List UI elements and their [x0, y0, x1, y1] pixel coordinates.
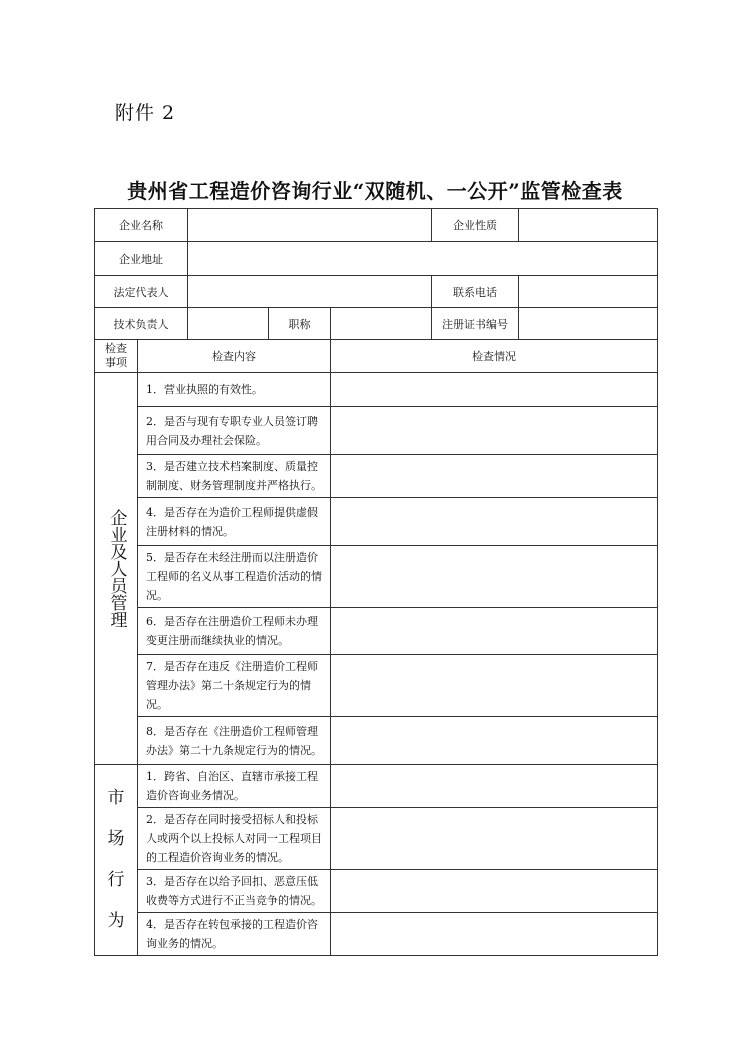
section-1-label [95, 373, 138, 765]
table-row [95, 655, 658, 717]
title-field[interactable] [331, 308, 432, 340]
table-row [95, 913, 658, 956]
check-status-field[interactable] [331, 608, 658, 655]
info-row-tech-lead [95, 308, 658, 340]
section-2-char: 场 [107, 829, 125, 849]
section-2-label [95, 765, 138, 956]
check-item: 7．是否存在违反《注册造价工程师管理办法》第二十条规定行为的情况。 [138, 655, 331, 717]
header-item-line1: 检查 [105, 342, 127, 355]
company-address-label: 企业地址 [95, 242, 188, 276]
legal-rep-field[interactable] [188, 276, 432, 308]
contact-phone-field[interactable] [519, 276, 658, 308]
tech-lead-label: 技术负责人 [95, 308, 188, 340]
section-2-char: 市 [107, 788, 125, 808]
check-status-field[interactable] [331, 655, 658, 717]
company-name-label: 企业名称 [95, 209, 188, 242]
table-row [95, 808, 658, 870]
cert-no-field[interactable] [519, 308, 658, 340]
check-status-field[interactable] [331, 913, 658, 956]
contact-phone-label: 联系电话 [432, 276, 519, 308]
table-row [95, 765, 658, 808]
check-item: 3．是否存在以给予回扣、恶意压低收费等方式进行不正当竞争的情况。 [138, 870, 331, 913]
table-row [95, 455, 658, 498]
check-status-field[interactable] [331, 407, 658, 455]
check-item: 8．是否存在《注册造价工程师管理办法》第二十九条规定行为的情况。 [138, 717, 331, 765]
section-2-char: 为 [107, 911, 125, 931]
header-item-label [95, 340, 138, 373]
company-nature-label: 企业性质 [432, 209, 519, 242]
table-row [95, 407, 658, 455]
table-row [95, 870, 658, 913]
page-title: 贵州省工程造价咨询行业“双随机、一公开”监管检查表 [127, 179, 623, 203]
table-row [95, 608, 658, 655]
cert-no-label: 注册证书编号 [432, 308, 519, 340]
check-status-field[interactable] [331, 498, 658, 546]
check-item: 4．是否存在为造价工程师提供虚假注册材料的情况。 [138, 498, 331, 546]
info-row-company-address [95, 242, 658, 276]
section-2-char: 行 [107, 870, 125, 890]
header-content-label: 检查内容 [138, 340, 331, 373]
check-item: 5．是否存在未经注册而以注册造价工程师的名义从事工程造价活动的情况。 [138, 546, 331, 608]
check-status-field[interactable] [331, 870, 658, 913]
company-address-field[interactable] [188, 242, 658, 276]
check-item: 2．是否与现有专职专业人员签订聘用合同及办理社会保险。 [138, 407, 331, 455]
tech-lead-field[interactable] [188, 308, 269, 340]
table-row [95, 498, 658, 546]
table-row [95, 717, 658, 765]
check-item: 3．是否建立技术档案制度、质量控制制度、财务管理制度并严格执行。 [138, 455, 331, 498]
table-row [95, 546, 658, 608]
check-status-field[interactable] [331, 765, 658, 808]
header-status-label: 检查情况 [331, 340, 658, 373]
attachment-label: 附件 2 [115, 102, 176, 124]
header-row [95, 340, 658, 373]
title-label: 职称 [269, 308, 331, 340]
company-name-field[interactable] [188, 209, 432, 242]
check-status-field[interactable] [331, 455, 658, 498]
check-item: 2．是否存在同时接受招标人和投标人或两个以上投标人对同一工程项目的工程造价咨询业务的情况。 [138, 808, 331, 870]
info-row-company-name [95, 209, 658, 242]
info-row-legal-rep [95, 276, 658, 308]
check-item: 1．营业执照的有效性。 [138, 373, 331, 407]
check-item: 1．跨省、自治区、直辖市承接工程造价咨询业务情况。 [138, 765, 331, 808]
company-nature-field[interactable] [519, 209, 658, 242]
header-item-line2: 事项 [105, 356, 127, 369]
table-row [95, 373, 658, 407]
section-1-name: 企业及人员管理 [106, 509, 127, 628]
check-status-field[interactable] [331, 373, 658, 407]
inspection-form-table [94, 208, 658, 956]
check-status-field[interactable] [331, 717, 658, 765]
legal-rep-label: 法定代表人 [95, 276, 188, 308]
check-item: 6．是否存在注册造价工程师未办理变更注册而继续执业的情况。 [138, 608, 331, 655]
check-item: 4．是否存在转包承接的工程造价咨询业务的情况。 [138, 913, 331, 956]
check-status-field[interactable] [331, 808, 658, 870]
check-status-field[interactable] [331, 546, 658, 608]
